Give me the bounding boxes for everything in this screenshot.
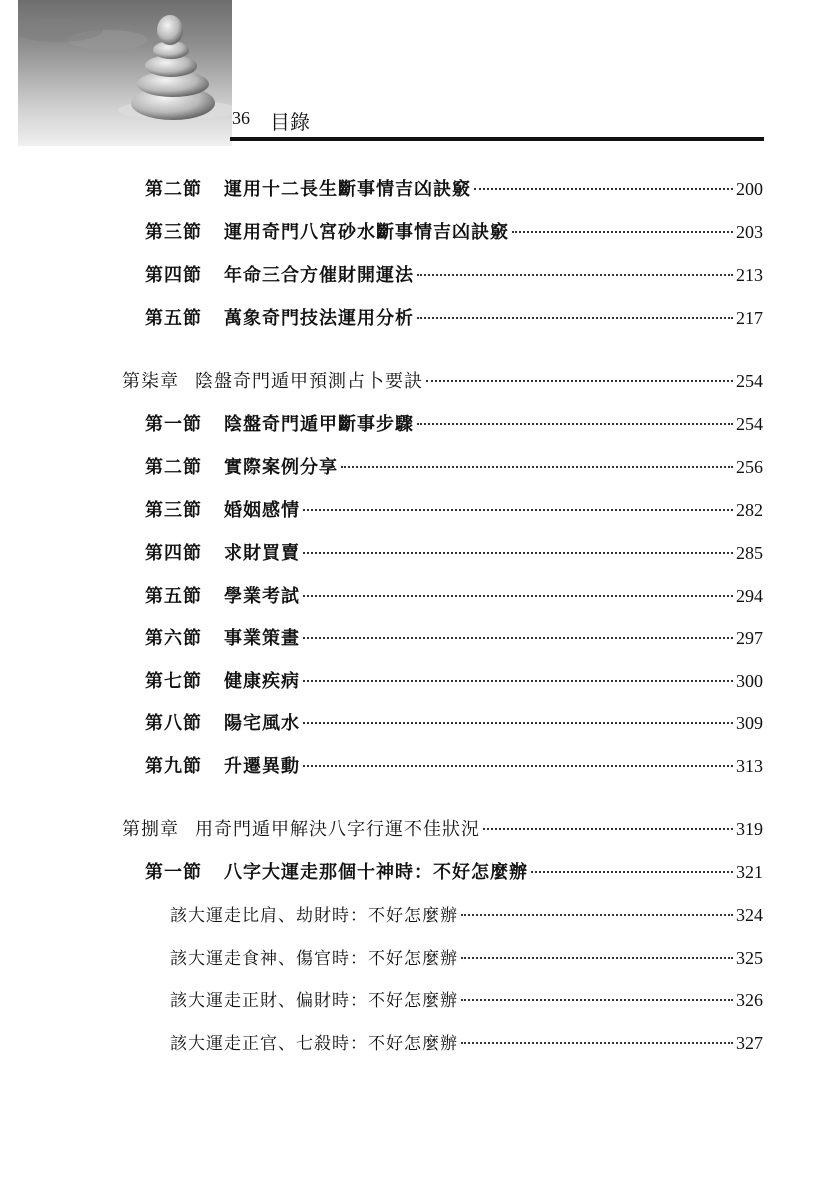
toc-page: 326: [736, 990, 763, 1010]
toc-page: 319: [736, 819, 763, 839]
toc-entry[interactable]: [145, 858, 763, 886]
toc-entry[interactable]: [145, 410, 763, 438]
toc-label: 第四節: [145, 543, 202, 564]
page-number: 36: [232, 108, 250, 128]
dot-leader: [303, 680, 733, 682]
header-rule: [230, 137, 764, 141]
toc-entry[interactable]: [145, 175, 763, 203]
toc-page: 282: [736, 500, 763, 520]
toc-page: 213: [736, 265, 763, 285]
dot-leader: [303, 509, 733, 511]
toc-entry[interactable]: [145, 582, 763, 610]
toc-title: 實際案例分享: [224, 457, 338, 478]
toc-page: 324: [736, 905, 763, 925]
toc-title: 該大運走正官、七殺時：不好怎麼辦: [170, 1034, 458, 1054]
toc-chapter[interactable]: [122, 815, 763, 843]
toc-page: 325: [736, 948, 763, 968]
toc-title: 該大運走正財、偏財時：不好怎麼辦: [170, 991, 458, 1011]
dot-leader: [417, 274, 733, 276]
dot-leader: [461, 914, 733, 916]
toc-label: 第九節: [145, 756, 202, 777]
stacked-stones-icon: [18, 0, 232, 146]
dot-leader: [417, 423, 733, 425]
toc-title: 八字大運走那個十神時：不好怎麼辦: [224, 862, 528, 883]
toc-label: 第柒章: [122, 371, 179, 392]
toc-subentry[interactable]: [170, 1029, 763, 1057]
dot-leader: [461, 1042, 733, 1044]
toc-entry[interactable]: [145, 539, 763, 567]
dot-leader: [303, 722, 733, 724]
toc-label: 第八節: [145, 713, 202, 734]
toc-label: 第三節: [145, 222, 202, 243]
toc-entry[interactable]: [145, 709, 763, 737]
header-stone-photo: [18, 0, 232, 146]
toc-title: 該大運走食神、傷官時：不好怎麼辦: [170, 949, 458, 969]
toc-entry[interactable]: [145, 624, 763, 652]
dot-leader: [483, 828, 733, 830]
toc-entry[interactable]: [145, 752, 763, 780]
toc-title: 陰盤奇門遁甲預測占卜要訣: [195, 371, 423, 392]
toc-page: 200: [736, 179, 763, 199]
toc-title: 陰盤奇門遁甲斷事步驟: [224, 414, 414, 435]
toc-label: 第五節: [145, 308, 202, 329]
page-title: 目錄: [270, 110, 310, 134]
toc-entry[interactable]: [145, 261, 763, 289]
toc-title: 事業策畫: [224, 628, 300, 649]
toc-title: 婚姻感情: [224, 500, 300, 521]
toc-subentry[interactable]: [170, 901, 763, 929]
toc-label: 第五節: [145, 586, 202, 607]
toc-title: 年命三合方催財開運法: [224, 265, 414, 286]
toc-subentry[interactable]: [170, 944, 763, 972]
dot-leader: [426, 380, 733, 382]
toc-label: 第六節: [145, 628, 202, 649]
toc-page: 256: [736, 457, 763, 477]
toc-entry[interactable]: [145, 304, 763, 332]
toc-page: 309: [736, 713, 763, 733]
toc-chapter[interactable]: [122, 367, 763, 395]
toc-title: 該大運走比肩、劫財時：不好怎麼辦: [170, 906, 458, 926]
toc-entry[interactable]: [145, 218, 763, 246]
dot-leader: [417, 317, 733, 319]
toc-page: 321: [736, 862, 763, 882]
toc-label: 第三節: [145, 500, 202, 521]
toc-title: 健康疾病: [224, 671, 300, 692]
toc-page: 203: [736, 222, 763, 242]
toc-label: 第二節: [145, 179, 202, 200]
toc-page: 254: [736, 414, 763, 434]
toc-label: 第捌章: [122, 819, 179, 840]
toc-page: 294: [736, 586, 763, 606]
toc-entry[interactable]: [145, 667, 763, 695]
toc-title: 用奇門遁甲解決八字行運不佳狀況: [195, 819, 480, 840]
toc-entry[interactable]: [145, 453, 763, 481]
toc-page: 300: [736, 671, 763, 691]
dot-leader: [474, 188, 733, 190]
toc-title: 學業考試: [224, 586, 300, 607]
dot-leader: [531, 871, 733, 873]
toc-label: 第一節: [145, 414, 202, 435]
toc-label: 第一節: [145, 862, 202, 883]
toc-page: 313: [736, 756, 763, 776]
toc-page: 254: [736, 371, 763, 391]
toc-page: 285: [736, 543, 763, 563]
toc-title: 運用奇門八宮砂水斷事情吉凶訣竅: [224, 222, 509, 243]
toc-entry[interactable]: [145, 496, 763, 524]
dot-leader: [303, 765, 733, 767]
toc-title: 升遷異動: [224, 756, 300, 777]
toc-title: 陽宅風水: [224, 713, 300, 734]
dot-leader: [303, 637, 733, 639]
toc-label: 第七節: [145, 671, 202, 692]
toc-page: 327: [736, 1033, 763, 1053]
toc-title: 運用十二長生斷事情吉凶訣竅: [224, 179, 471, 200]
toc-label: 第二節: [145, 457, 202, 478]
toc-subentry[interactable]: [170, 986, 763, 1014]
toc-label: 第四節: [145, 265, 202, 286]
dot-leader: [303, 552, 733, 554]
dot-leader: [461, 999, 733, 1001]
toc-page: 217: [736, 308, 763, 328]
dot-leader: [461, 957, 733, 959]
dot-leader: [512, 231, 733, 233]
toc-title: 萬象奇門技法運用分析: [224, 308, 414, 329]
toc-page: 297: [736, 628, 763, 648]
dot-leader: [303, 595, 733, 597]
toc-title: 求財買賣: [224, 543, 300, 564]
dot-leader: [341, 466, 733, 468]
